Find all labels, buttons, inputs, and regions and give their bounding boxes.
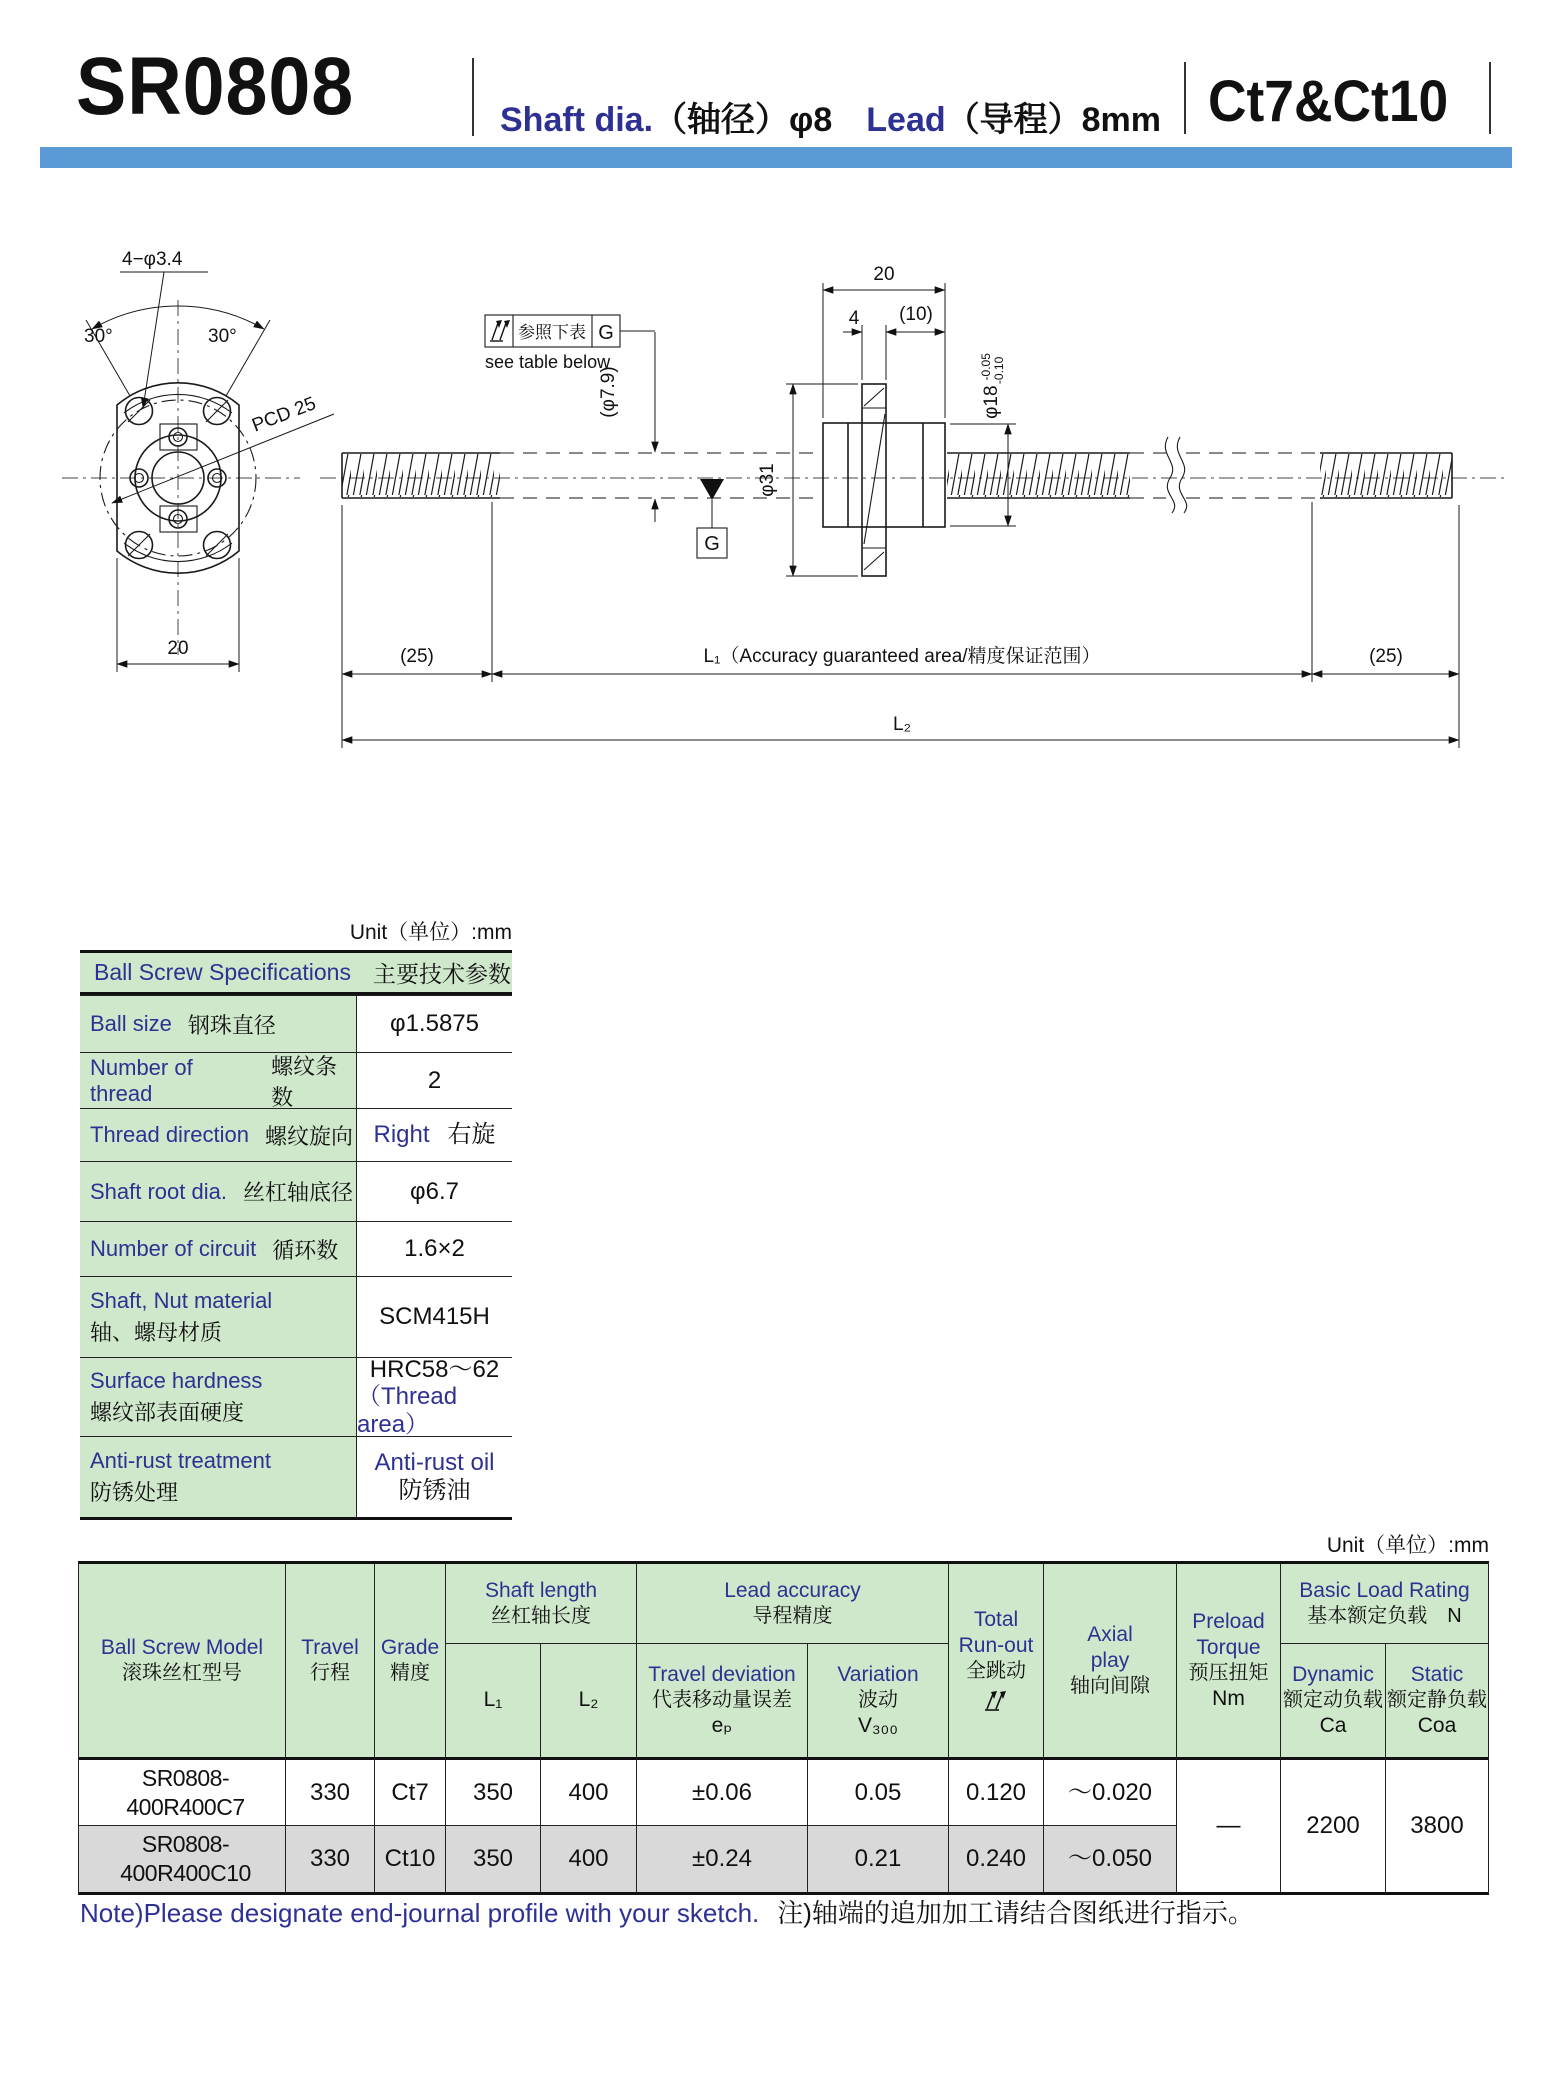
table-row-cell-deviation: ±0.24 [637, 1826, 808, 1892]
callout-g-text: G [598, 322, 614, 344]
spec-label-en: Anti-rust treatment [90, 1447, 271, 1473]
col-header-static: Static 额定静负载 Coa [1386, 1644, 1488, 1760]
thread-section [1320, 453, 1452, 498]
col-header-travel-deviation: Travel deviation 代表移动量误差 eₚ [637, 1644, 808, 1760]
thread-section [342, 453, 500, 498]
spec-label-en: Ball size [90, 1011, 172, 1036]
dim-flange-dia: φ31 [757, 463, 778, 497]
spec-label-en: Shaft root dia. [90, 1178, 227, 1204]
total-runout-icon [979, 1688, 1013, 1714]
col-header-model: Ball Screw Model 滚珠丝杠型号 [79, 1564, 286, 1760]
spec-table-header [80, 953, 512, 995]
table-row-cell-model: SR0808-400R400C7 [79, 1760, 286, 1826]
break-symbol [1165, 437, 1186, 513]
spec-label-cn: 钢珠直径 [187, 1012, 276, 1038]
header-divider [1489, 62, 1491, 134]
spec-row-thread-dir [80, 1108, 512, 1161]
g-mark-label: G [704, 533, 720, 555]
spec-row-root-dia [80, 1161, 512, 1221]
dim-l1: L₁（Accuracy guaranteed area/精度保证范围） [703, 646, 1101, 667]
table-row-cell-runout: 0.120 [949, 1760, 1044, 1826]
spec-label-cn: 防锈处理 [90, 1479, 179, 1505]
spec-row-antirust [80, 1436, 512, 1517]
col-header-variation: Variation 波动 V₃₀₀ [808, 1644, 949, 1760]
spec-label-cn: 轴、螺母材质 [90, 1319, 223, 1345]
spec-value: 1.6×2 [404, 1235, 465, 1263]
table-row-cell-runout: 0.240 [949, 1826, 1044, 1892]
subtitle-lead-cn: （导程）8mm [945, 101, 1161, 139]
table-row-cell-axial: ～0.020 [1044, 1760, 1177, 1826]
dim-angle-left: 30° [84, 326, 113, 347]
table-row-cell-l1: 350 [446, 1826, 541, 1892]
spec-label-cn: 循环数 [272, 1237, 339, 1263]
spec-label-cn: 螺纹部表面硬度 [90, 1399, 245, 1425]
table-cell-static: 3800 [1386, 1760, 1488, 1892]
dim-l2: L₂ [893, 714, 911, 735]
callout-sub-text: see table below [485, 352, 611, 372]
spec-header-cn: 主要技术参数 [372, 961, 511, 987]
col-header-lead-accuracy: Lead accuracy 导程精度 [637, 1564, 949, 1644]
spec-label-en: Surface hardness [90, 1367, 263, 1393]
spec-row-hardness [80, 1357, 512, 1436]
spec-label-en: Number of circuit [90, 1236, 257, 1261]
g-mark [697, 479, 727, 558]
spec-value: 2 [427, 1066, 442, 1094]
table-row-cell-travel: 330 [286, 1826, 375, 1892]
technical-drawing [40, 185, 1520, 785]
spec-label-en: Number of thread [90, 1054, 193, 1106]
table-row-cell-variation: 0.05 [808, 1760, 949, 1826]
flange-end-view [62, 249, 334, 672]
footnote-en: Note)Please designate end-journal profile with your sketch. [80, 1898, 760, 1928]
header-divider [472, 58, 474, 136]
table-row-cell-axial: ～0.050 [1044, 1826, 1177, 1892]
spec-unit-label: Unit（单位）:mm [349, 921, 512, 944]
header-subtitle [500, 92, 1161, 141]
spec-label-cn: 螺纹旋向 [264, 1123, 353, 1149]
dim-flange-thk: 4 [848, 308, 860, 329]
table-row-cell-travel: 330 [286, 1760, 375, 1826]
spec-value: HRC58～62 （Thread area） [357, 1355, 500, 1438]
footnote [80, 1893, 1254, 1930]
table-row-cell-grade: Ct7 [375, 1760, 446, 1826]
col-header-runout: Total Run-out 全跳动 [949, 1564, 1044, 1760]
table-cell-preload: — [1177, 1760, 1281, 1892]
table-row-cell-deviation: ±0.06 [637, 1760, 808, 1826]
table-row-cell-variation: 0.21 [808, 1826, 949, 1892]
col-header-axial-play: Axial play 轴向间隙 [1044, 1564, 1177, 1760]
dim-flange-width: 20 [167, 638, 189, 659]
length-dimensions [342, 502, 1459, 748]
spec-label-cn: 螺纹条数 [271, 1053, 338, 1110]
callout-ref-text: 参照下表 [518, 323, 586, 342]
subtitle-lead-en: Lead [866, 101, 946, 139]
table-row-cell-grade: Ct10 [375, 1826, 446, 1892]
thread-section [947, 453, 1130, 498]
col-header-load-rating: Basic Load Rating 基本额定负载 N [1281, 1564, 1488, 1644]
page-title: SR0808 [76, 41, 355, 132]
table-row-cell-l1: 350 [446, 1760, 541, 1826]
accent-bar [40, 147, 1512, 168]
table-row-cell-model: SR0808-400R400C10 [79, 1826, 286, 1892]
dim-thread-od: (φ7.9) [598, 366, 619, 418]
spec-row-num-thread [80, 1052, 512, 1108]
g-callout [485, 315, 655, 372]
header-divider [1184, 62, 1186, 134]
dim-25-left: (25) [400, 646, 434, 667]
spec-table [80, 950, 512, 1520]
col-header-dynamic: Dynamic 额定动负载 Ca [1281, 1644, 1386, 1760]
dim-pcd: PCD 25 [249, 393, 319, 437]
total-runout-icon [490, 320, 510, 341]
col-header-l2: L₂ [541, 1644, 637, 1760]
spec-value: φ1.5875 [390, 1010, 479, 1038]
table-cell-dynamic: 2200 [1281, 1760, 1386, 1892]
subtitle-shaft-en: Shaft dia. [500, 101, 654, 139]
subtitle-shaft-cn: （轴径）φ8 [653, 101, 833, 139]
spec-row-ball-size [80, 995, 512, 1052]
col-header-grade: Grade 精度 [375, 1564, 446, 1760]
dim-25-right: (25) [1369, 646, 1403, 667]
spec-value: Right 右旋 [373, 1121, 496, 1149]
spec-label-en: Thread direction [90, 1122, 249, 1147]
dim-4-holes: 4−φ3.4 [122, 249, 183, 270]
dim-spigot-len: (10) [899, 304, 933, 325]
grade-title: Ct7&Ct10 [1208, 69, 1449, 134]
ball-nut [823, 384, 945, 576]
col-header-shaft-length: Shaft length 丝杠轴长度 [446, 1564, 637, 1644]
spec-label-en: Shaft, Nut material [90, 1287, 273, 1313]
spec-row-circuit [80, 1221, 512, 1276]
spec-value: SCM415H [379, 1303, 490, 1331]
dim-spigot-dia: $\varphi 18^{-0.05}-0.10$ [979, 353, 1006, 419]
spec-value: φ6.7 [410, 1177, 459, 1205]
spec-label-cn: 丝杠轴底径 [242, 1180, 353, 1205]
table-row-cell-l2: 400 [541, 1760, 637, 1826]
spec-header-en: Ball Screw Specifications [94, 959, 351, 985]
dim-nut-length: 20 [873, 264, 895, 285]
main-unit-label: Unit（单位）:mm [1326, 1534, 1489, 1557]
col-header-travel: Travel 行程 [286, 1564, 375, 1760]
footnote-cn: 注)轴端的追加加工请结合图纸进行指示。 [777, 1898, 1254, 1928]
col-header-preload: Preload Torque 预压扭矩 Nm [1177, 1564, 1281, 1760]
dim-angle-right: 30° [208, 326, 237, 347]
main-table [78, 1561, 1489, 1895]
shaft-side-view [320, 264, 1505, 748]
table-row-cell-l2: 400 [541, 1826, 637, 1892]
spec-value: Anti-rust oil 防锈油 [374, 1449, 495, 1504]
col-header-l1: L₁ [446, 1644, 541, 1760]
spec-row-material [80, 1276, 512, 1357]
